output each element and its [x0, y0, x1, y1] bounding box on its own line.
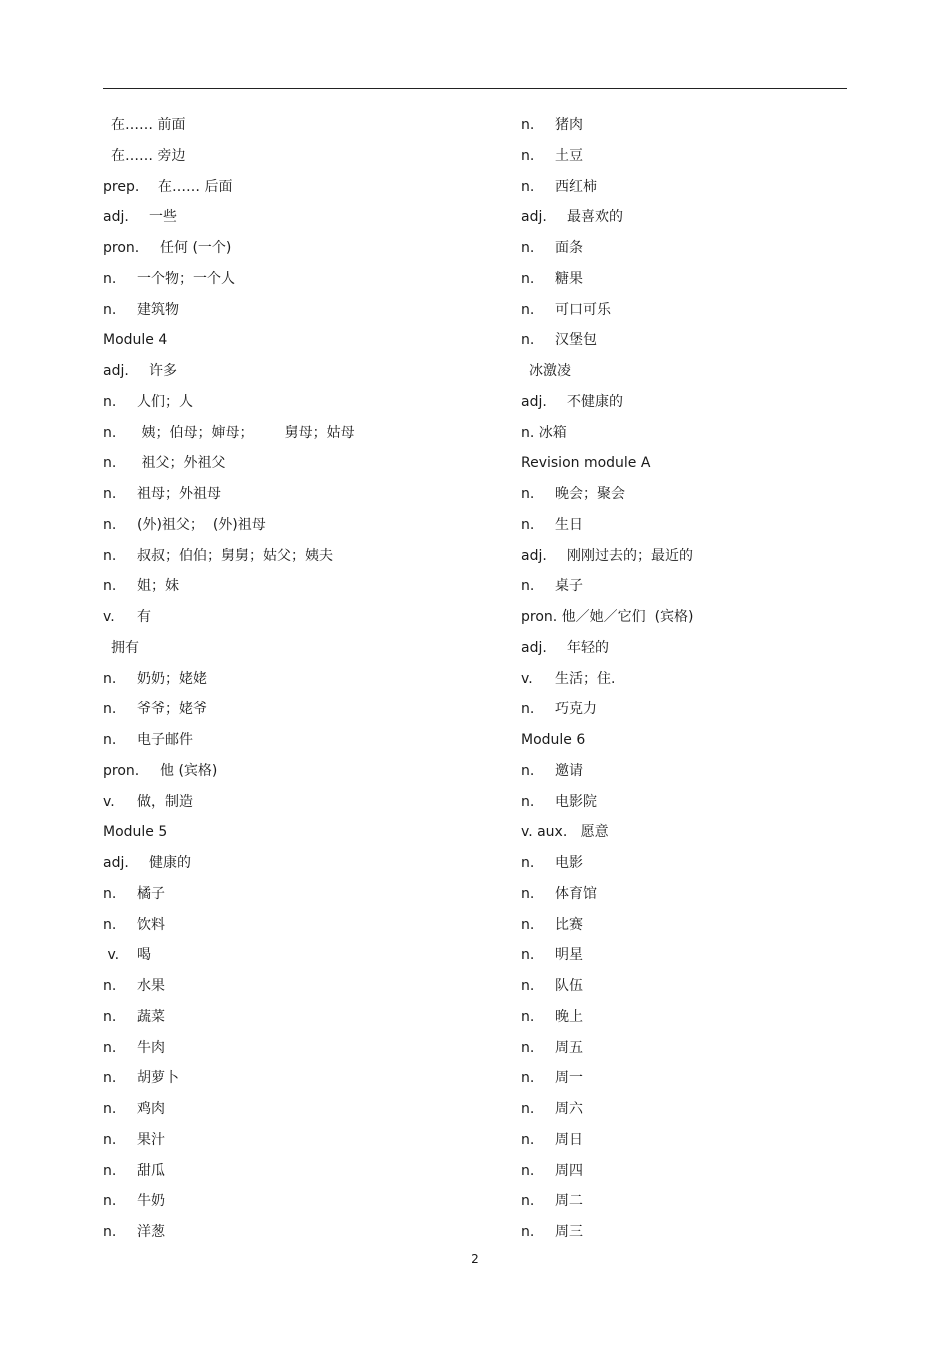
meaning-text: 一些 — [149, 209, 177, 226]
vocab-entry — [521, 233, 921, 264]
meaning-text: 晚上 — [555, 1008, 583, 1025]
meaning-text: 一个物；一个人 — [137, 270, 235, 287]
vocab-entry — [103, 571, 503, 602]
meaning-text: 爷爷；姥爷 — [137, 701, 207, 718]
part-of-speech: n. — [103, 455, 117, 472]
section-heading — [103, 817, 503, 848]
part-of-speech: n. — [521, 147, 535, 164]
vocab-entry — [521, 879, 921, 910]
vocab-entry — [521, 1002, 921, 1033]
part-of-speech: adj. — [103, 363, 129, 379]
part-of-speech: v. — [103, 793, 115, 810]
vocab-entry — [521, 202, 921, 233]
vocab-entry — [521, 541, 921, 572]
vocab-entry — [521, 694, 921, 725]
part-of-speech: n. — [103, 547, 117, 564]
vocab-entry — [521, 387, 921, 418]
vocab-entry — [103, 910, 503, 941]
vocab-entry — [521, 110, 921, 141]
part-of-speech: n. — [103, 978, 117, 994]
part-of-speech: n. — [103, 670, 117, 687]
meaning-text: 奶奶；姥姥 — [137, 670, 207, 687]
vocab-entry — [103, 1002, 503, 1033]
part-of-speech: adj. — [103, 855, 129, 871]
part-of-speech: n. — [521, 1193, 535, 1210]
part-of-speech: n. — [103, 424, 117, 441]
meaning-text: 橘子 — [137, 885, 165, 902]
part-of-speech: n. — [521, 885, 535, 902]
meaning-text: 巧克力 — [555, 701, 597, 718]
section-heading-text: Revision module A — [521, 455, 651, 472]
section-heading — [521, 448, 921, 479]
part-of-speech: pron. — [103, 762, 140, 779]
meaning-text: 晚会；聚会 — [555, 486, 625, 502]
vocab-entry — [103, 141, 503, 172]
vocab-entry — [521, 971, 921, 1002]
meaning-text: 在…… 旁边 — [111, 147, 186, 164]
meaning-text: 面条 — [555, 240, 583, 256]
part-of-speech: n. — [103, 1008, 117, 1025]
vocab-entry — [521, 418, 921, 449]
vocab-entry — [521, 633, 921, 664]
meaning-text: 人们；人 — [137, 393, 193, 410]
vocab-entry — [521, 1186, 921, 1217]
meaning-text: 许多 — [149, 363, 177, 379]
part-of-speech: n. — [521, 916, 535, 933]
meaning-text: 体育馆 — [555, 885, 597, 902]
part-of-speech: n. — [103, 701, 117, 718]
meaning-text: 洋葱 — [137, 1224, 165, 1240]
meaning-text: 西红柿 — [555, 178, 597, 195]
vocab-entry — [521, 1125, 921, 1156]
section-heading-text: Module 6 — [521, 732, 586, 748]
vocab-entry — [521, 325, 921, 356]
part-of-speech: n. — [521, 178, 535, 195]
meaning-text: 不健康的 — [567, 393, 623, 410]
vocab-entry — [103, 233, 503, 264]
meaning-text: (外)祖父； (外)祖母 — [137, 516, 266, 533]
vocab-entry — [103, 418, 503, 449]
vocab-entry — [521, 848, 921, 879]
part-of-speech: n. — [521, 1101, 535, 1117]
part-of-speech: n. — [521, 947, 535, 964]
meaning-text: 祖母；外祖母 — [137, 486, 221, 502]
meaning-text: 电子邮件 — [137, 732, 193, 748]
vocab-entry — [103, 725, 503, 756]
meaning-text: 周日 — [555, 1131, 583, 1148]
part-of-speech: adj. — [521, 209, 547, 226]
meaning-text: 胡萝卜 — [137, 1070, 179, 1087]
part-of-speech: n. — [103, 1162, 117, 1179]
meaning-text: 邀请 — [555, 762, 583, 779]
meaning-text: 在…… 后面 — [158, 178, 233, 195]
part-of-speech: v. — [103, 947, 120, 964]
vocab-entry — [103, 448, 503, 479]
meaning-text: 周二 — [555, 1193, 583, 1210]
meaning-text: 糖果 — [555, 270, 583, 287]
page-number: 2 — [471, 1252, 479, 1266]
vocab-entry — [103, 264, 503, 295]
meaning-text: 土豆 — [555, 147, 583, 164]
part-of-speech: n. — [103, 1101, 117, 1117]
vocab-entry — [103, 1125, 503, 1156]
part-of-speech: prep. — [103, 178, 140, 195]
meaning-text: 他 (宾格) — [160, 762, 218, 779]
vocab-entry — [521, 910, 921, 941]
vocab-entry — [521, 1217, 921, 1248]
part-of-speech: n. — [103, 916, 117, 933]
meaning-text: 鸡肉 — [137, 1101, 165, 1117]
part-of-speech: adj. — [521, 639, 547, 656]
vocab-entry — [103, 1063, 503, 1094]
vocab-entry — [103, 1186, 503, 1217]
part-of-speech: n. — [521, 301, 535, 318]
section-heading — [103, 325, 503, 356]
part-of-speech: n. — [103, 301, 117, 318]
meaning-text: 甜瓜 — [137, 1162, 165, 1179]
meaning-text: 电影院 — [555, 793, 597, 810]
header-rule — [103, 88, 847, 89]
vocab-entry — [103, 756, 503, 787]
meaning-text: 姐；妹 — [137, 578, 179, 595]
part-of-speech: n. — [521, 762, 535, 779]
meaning-text: 队伍 — [555, 978, 583, 994]
vocab-entry — [103, 602, 503, 633]
part-of-speech: n. — [103, 270, 117, 287]
part-of-speech: n. — [521, 1162, 535, 1179]
meaning-text: v. aux. 愿意 — [521, 824, 609, 841]
part-of-speech: n. — [521, 1224, 535, 1240]
vocab-entry — [103, 971, 503, 1002]
part-of-speech: n. — [521, 270, 535, 287]
part-of-speech: n. — [521, 117, 535, 133]
meaning-text: 健康的 — [149, 855, 191, 871]
part-of-speech: n. — [521, 793, 535, 810]
vocab-entry — [103, 202, 503, 233]
meaning-text: 明星 — [555, 947, 583, 964]
vocab-entry — [103, 1156, 503, 1187]
vocab-entry — [103, 664, 503, 695]
vocab-entry — [103, 110, 503, 141]
meaning-text: 做，制造 — [137, 793, 193, 810]
vocab-entry — [103, 633, 503, 664]
part-of-speech: n. — [521, 1070, 535, 1087]
meaning-text: 猪肉 — [555, 117, 583, 133]
right-vocab-column — [521, 110, 921, 1248]
part-of-speech: n. — [103, 1070, 117, 1087]
vocab-entry — [103, 1094, 503, 1125]
part-of-speech: n. — [103, 486, 117, 502]
part-of-speech: v. — [521, 670, 533, 687]
meaning-text: 周三 — [555, 1224, 583, 1240]
meaning-text: pron. 他／她／它们 (宾格) — [521, 609, 694, 625]
section-heading-text: Module 5 — [103, 824, 168, 841]
part-of-speech: n. — [521, 701, 535, 718]
vocab-entry — [521, 756, 921, 787]
vocab-entry — [103, 172, 503, 203]
vocab-entry — [103, 356, 503, 387]
part-of-speech: n. — [521, 1008, 535, 1025]
vocab-entry — [521, 172, 921, 203]
vocab-entry — [521, 1063, 921, 1094]
part-of-speech: n. — [103, 732, 117, 748]
meaning-text: 祖父；外祖父 — [137, 455, 226, 472]
meaning-text: 饮料 — [137, 916, 165, 933]
section-heading-text: Module 4 — [103, 332, 168, 349]
part-of-speech: n. — [521, 578, 535, 595]
meaning-text: 生活；住. — [555, 670, 616, 687]
meaning-text: 冰激凌 — [529, 363, 571, 379]
vocab-entry — [103, 541, 503, 572]
part-of-speech: n. — [521, 516, 535, 533]
meaning-text: 汉堡包 — [555, 332, 597, 349]
vocab-entry — [521, 571, 921, 602]
part-of-speech: n. — [521, 1039, 535, 1056]
meaning-text: 牛肉 — [137, 1039, 165, 1056]
part-of-speech: n. — [103, 393, 117, 410]
vocab-entry — [103, 295, 503, 326]
vocab-entry — [521, 817, 921, 848]
vocab-entry — [103, 1217, 503, 1248]
meaning-text: 周四 — [555, 1162, 583, 1179]
part-of-speech: pron. — [103, 240, 140, 256]
vocab-entry — [521, 510, 921, 541]
meaning-text: 生日 — [555, 516, 583, 533]
part-of-speech: n. — [103, 1039, 117, 1056]
vocab-entry — [521, 602, 921, 633]
vocab-entry — [103, 1033, 503, 1064]
meaning-text: 建筑物 — [137, 301, 179, 318]
part-of-speech: n. — [521, 486, 535, 502]
meaning-text: 蔬菜 — [137, 1008, 165, 1025]
vocab-entry — [521, 664, 921, 695]
meaning-text: 水果 — [137, 978, 165, 994]
vocab-entry — [521, 141, 921, 172]
part-of-speech: n. — [103, 885, 117, 902]
meaning-text: 果汁 — [137, 1131, 165, 1148]
vocab-entry — [521, 1094, 921, 1125]
part-of-speech: n. — [521, 332, 535, 349]
vocab-entry — [103, 387, 503, 418]
vocab-entry — [521, 356, 921, 387]
vocab-entry — [521, 479, 921, 510]
meaning-text: n. 冰箱 — [521, 424, 567, 441]
vocab-entry — [103, 879, 503, 910]
part-of-speech: adj. — [521, 393, 547, 410]
vocab-entry — [103, 510, 503, 541]
vocab-entry — [103, 694, 503, 725]
vocab-entry — [521, 1156, 921, 1187]
part-of-speech: adj. — [103, 209, 129, 226]
vocab-entry — [521, 295, 921, 326]
meaning-text: 拥有 — [111, 639, 139, 656]
meaning-text: 有 — [137, 609, 151, 625]
meaning-text: 最喜欢的 — [567, 209, 623, 226]
part-of-speech: n. — [521, 240, 535, 256]
vocab-entry — [103, 848, 503, 879]
meaning-text: 周五 — [555, 1039, 583, 1056]
meaning-text: 年轻的 — [567, 639, 609, 656]
meaning-text: 刚刚过去的；最近的 — [567, 547, 693, 564]
meaning-text: 桌子 — [555, 578, 583, 595]
meaning-text: 周六 — [555, 1101, 583, 1117]
part-of-speech: n. — [521, 978, 535, 994]
meaning-text: 叔叔；伯伯；舅舅；姑父；姨夫 — [137, 547, 333, 564]
meaning-text: 喝 — [137, 947, 151, 964]
part-of-speech: v. — [103, 609, 115, 625]
vocab-entry — [103, 940, 503, 971]
vocab-entry — [103, 479, 503, 510]
part-of-speech: n. — [103, 578, 117, 595]
vocab-entry — [521, 940, 921, 971]
meaning-text: 姨；伯母；婶母； 舅母；姑母 — [137, 424, 355, 441]
section-heading — [521, 725, 921, 756]
part-of-speech: n. — [103, 516, 117, 533]
meaning-text: 任何 (一个) — [160, 240, 232, 256]
vocab-entry — [103, 787, 503, 818]
meaning-text: 比赛 — [555, 916, 583, 933]
meaning-text: 牛奶 — [137, 1193, 165, 1210]
meaning-text: 可口可乐 — [555, 301, 611, 318]
part-of-speech: n. — [103, 1224, 117, 1240]
part-of-speech: adj. — [521, 547, 547, 564]
left-vocab-column — [103, 110, 503, 1248]
part-of-speech: n. — [521, 855, 535, 871]
part-of-speech: n. — [521, 1131, 535, 1148]
meaning-text: 周一 — [555, 1070, 583, 1087]
part-of-speech: n. — [103, 1193, 117, 1210]
meaning-text: 在…… 前面 — [111, 117, 186, 133]
part-of-speech: n. — [103, 1131, 117, 1148]
meaning-text: 电影 — [555, 855, 583, 871]
vocab-entry — [521, 264, 921, 295]
vocab-entry — [521, 1033, 921, 1064]
vocab-entry — [521, 787, 921, 818]
